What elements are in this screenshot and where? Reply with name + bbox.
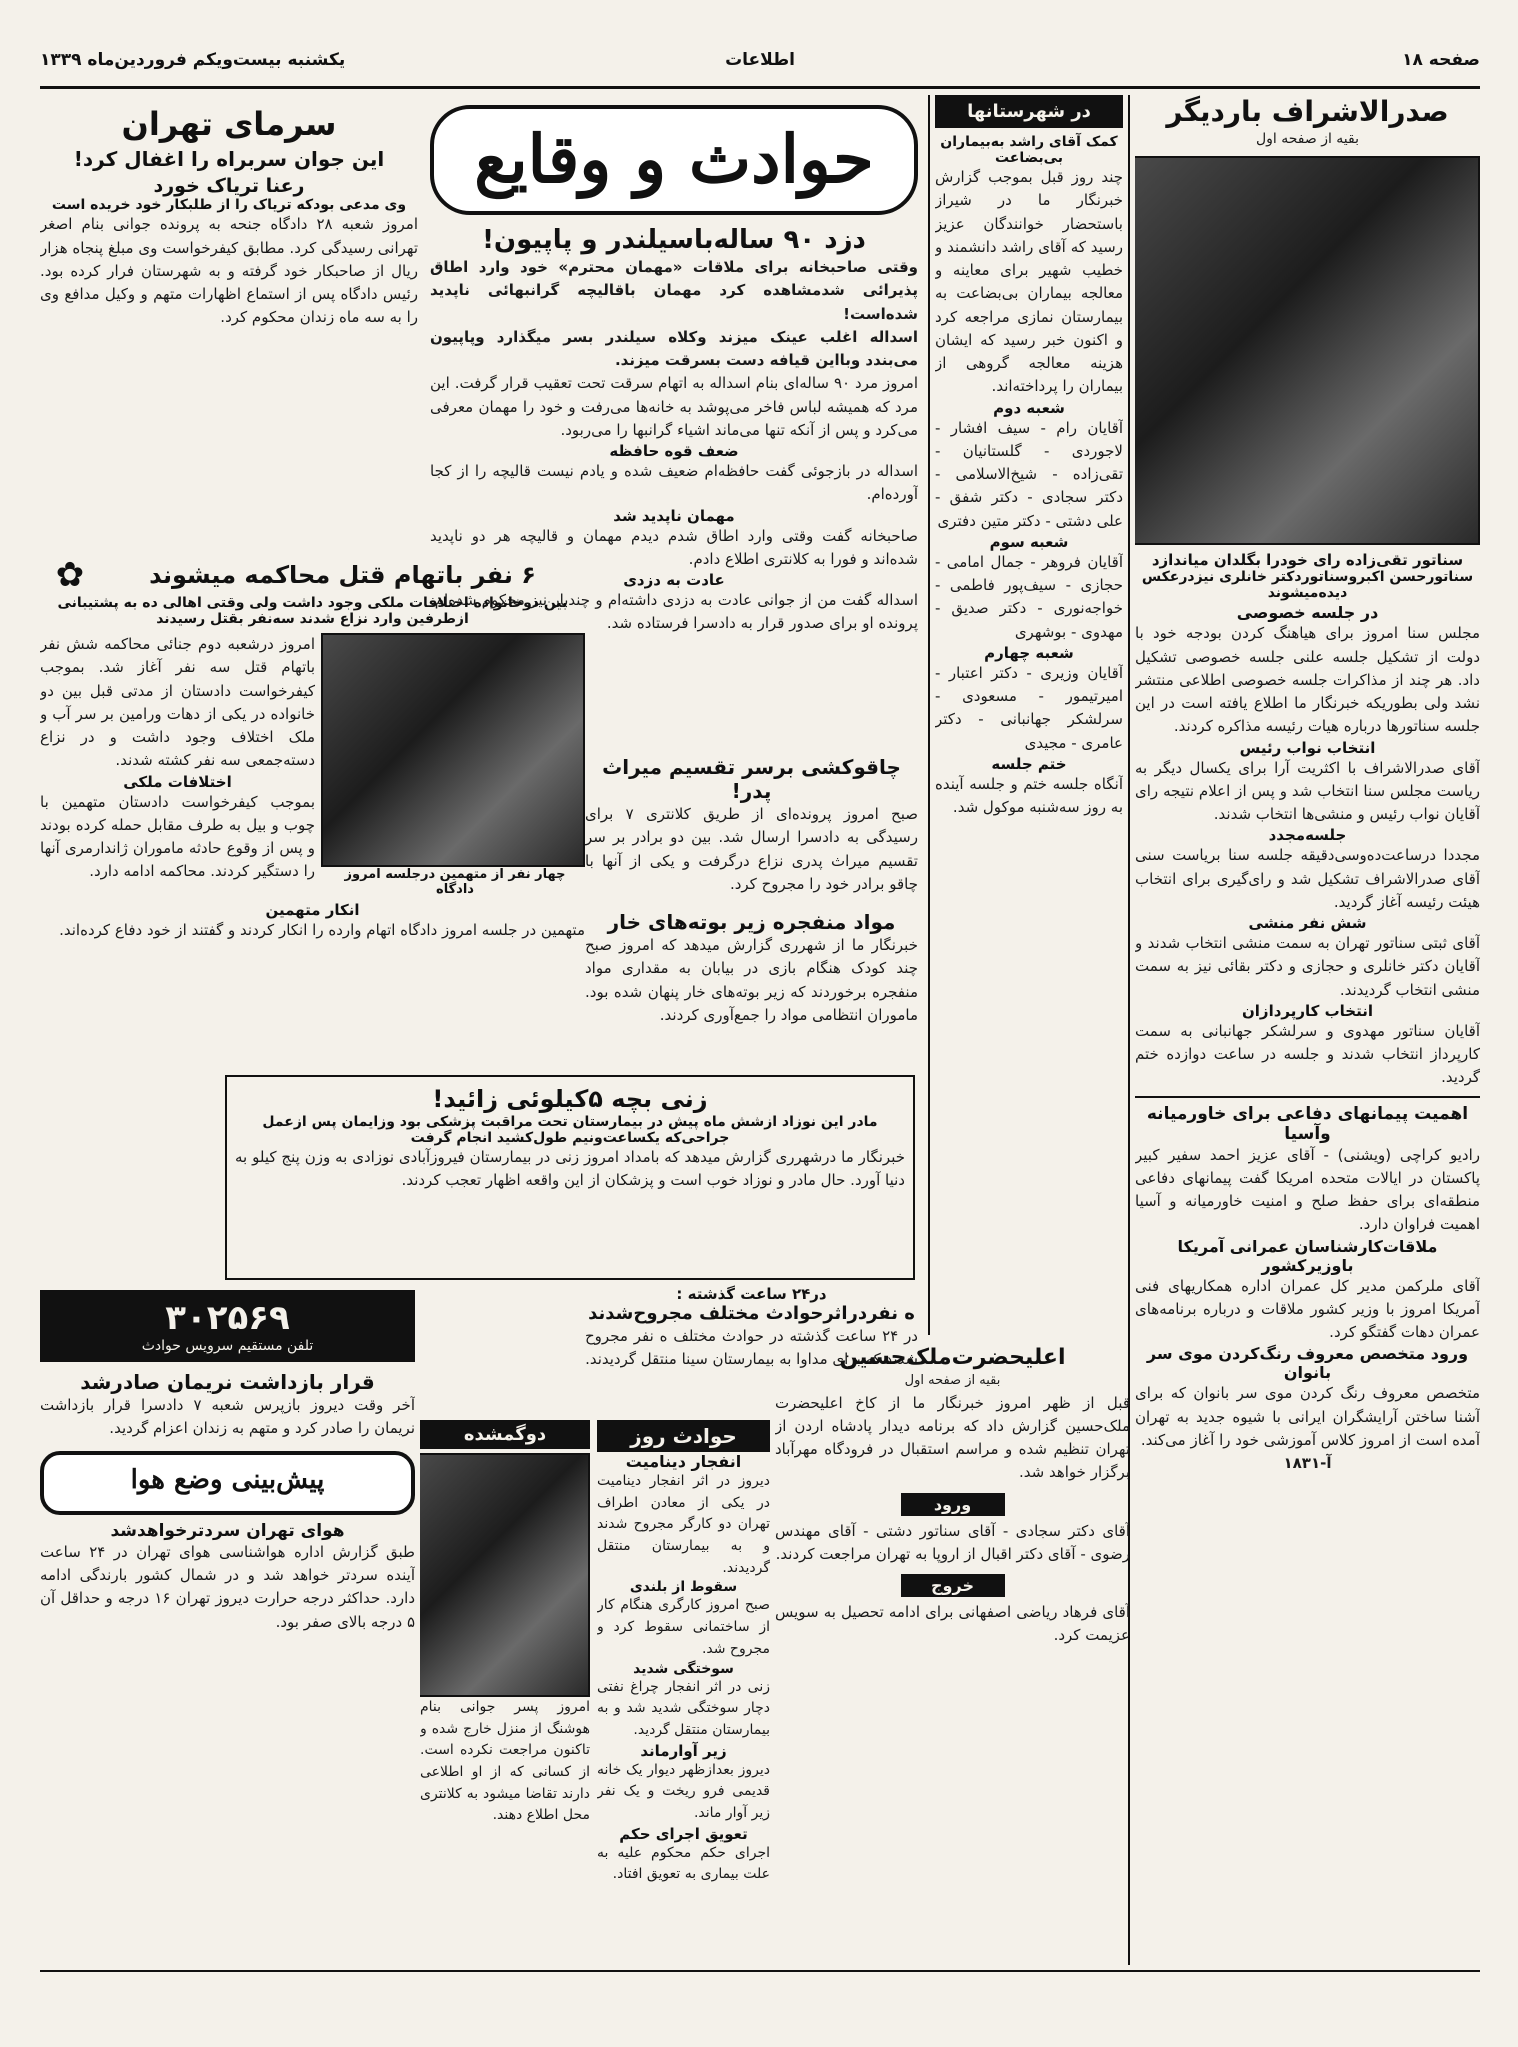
missing-person [420, 1420, 590, 1965]
weather-headline: هوای تهران سردترخواهدشد [110, 1520, 345, 1541]
provinces-story-body: چند روز قبل بموجب گزارش خبرنگار ما در شیراز باستحضار خوانندگان عزیز رسید که آقای راشد دانشمند و خطیب شهیر برای معاینه و معالجه بیماران بی‌بضاعت به بیمارستان نمازی مراجعه کرد و اکنون خبر رسید که ایشان هزینه معالجه گروهی از بیماران را پرداخته‌اند. [935, 168, 1123, 396]
senate-body-4: آقای ثبتی سناتور تهران به سمت منشی انتخاب شدند و آقایان دکتر خانلری و حجازی و دکتر بقائی نیز به سمت منشی انتخاب گردیدند. [1135, 934, 1480, 999]
col-rule-2 [928, 95, 930, 1335]
arrivals-title: ورود [901, 1493, 1005, 1516]
tehran-cold-title: سرمای تهران [121, 105, 337, 143]
murder-trial-photo-caption: چهار نفر از متهمین درجلسه امروز دادگاه [344, 867, 566, 897]
king-hussein-story [775, 1345, 1130, 1965]
branch-2-title: شعبه دوم [993, 398, 1065, 417]
hair-specialist-body: متخصص معروف رنگ کردن موی سر بانوان که برای آشنا ساختن آرایشگران ایرانی با شیوه جدید به تهران آمده است از امروز کلاس آموزشی خود را آغاز می‌کند. [1135, 1384, 1480, 1449]
hotline-label: تلفن مستقیم سرویس حوادث [141, 1338, 314, 1354]
daily-events [597, 1420, 770, 1965]
nariman-body: آخر وقت دیروز بازپرس شعبه ۷ دادسرا قرار بازداشت نریمان را صادر کرد و متهم به زندان اعزام گردید. [40, 1396, 415, 1438]
thief-sub-memory: ضعف قوه حافظه [609, 442, 739, 461]
thief-bullet-1: وقتی صاحبخانه برای ملاقات «مهمان محترم» خود وارد اطاق پذیرائی شدمشاهده کرد مهمان باقالیچه گرانبهائی ناپدید شده‌است! [430, 258, 918, 323]
senate-section-secretaries: شش نفر منشی [1248, 914, 1367, 933]
murder-trial-lead: بین دوخانواده اختلافات ملکی وجود داشت ولی وقتی اهالی ده به پشتیبانی ازطرفین وارد نزاع شدند سه‌نفر بقتل رسیدند [57, 595, 568, 627]
thief-bullet-2: اسداله اغلب عینک میزند وکلاه سیلندر بسر میگذارد وپاپیون می‌بندد وبااین قیافه دست بسرقت میزند. [430, 327, 918, 370]
missing-caption: امروز پسر جوانی بنام هوشنگ از منزل خارج شده و تاکنون مراجعت نکرده است. از کسانی که از او اطلاعی دارند تقاضا میشود به کلانتری محل اطلاع دهند. [420, 1699, 590, 1824]
us-experts-headline: ملاقات‌کارشناسان عمرانی آمریکا باوزیرکشور [1177, 1236, 1438, 1275]
murder-trial-body-2: بموجب کیفرخواست دادستان متهمین با چوب و بیل به طرف مقابل حمله کرده بودند و پس از وقوع حادثه ماموران ژاندارمری آنها را دستگیر کردند. محاکمه ادامه دارد. [40, 792, 315, 881]
events-banner: حوادث روز [597, 1420, 770, 1452]
opium-lead: وی مدعی بودکه تریاک را از طلبکار خود خریده است [51, 197, 407, 214]
senate-column [1135, 95, 1480, 1965]
murder-trial-photo [321, 633, 585, 867]
dynamite-headline: انفجار دینامیت [625, 1452, 742, 1471]
inheritance-headline: چاقوکشی برسر تقسیم میراث پدر! [602, 755, 901, 803]
inheritance-body: صبح امروز پرونده‌ای از طریق کلانتری ۷ برای رسیدگی به دادسرا ارسال شد. بین دو برادر بر سر تقسیم میراث پدری نزاع درگرفت و یکی از آنها با چاقو برادر خود را مجروح کرد. [585, 805, 918, 893]
tehran-cold-story [40, 105, 418, 550]
senate-body-1: مجلس سنا امروز برای هیاهنگ کردن بودجه خود با دولت از تشکیل جلسه علنی جلسه خصوصی تشکیل داد. هر چند از مذاکرات جلسه خصوصی اطلاعی منتشر نشد ولی بطوریکه خبرنگار ما اطلاع یافته است در این جلسه سناتورها درباره هیات رئیسه مذاکره کردند. [1135, 624, 1480, 736]
thief-body-2: اسداله در بازجوئی گفت حافظه‌ام ضعیف شده و یادم نیست قالیچه را از کجا آورده‌ام. [430, 462, 918, 504]
injured-body: در ۲۴ ساعت گذشته در حوادث مختلف ه نفر مجروح شدند که برای مداوا به بیمارستان سینا منتقل گردیدند. [585, 1326, 918, 1368]
arrivals-body: آقای دکتر سجادی - آقای سناتور دشتی - آقای مهندس رضوی - آقای دکتر اقبال از اروپا به تهران مراجعت کردند. [775, 1521, 1130, 1563]
murder-trial-sub-denial: انکار متهمین [265, 901, 360, 919]
murder-trial-sub-property: اختلافات ملکی [123, 772, 232, 791]
inheritance-story [585, 755, 918, 905]
bottom-rule [40, 1970, 1480, 1972]
hotline-box [40, 1290, 415, 1362]
provinces-column [935, 95, 1123, 1335]
branch-4-body: آقایان وزیری - دکتر اعتبار - امیرتیمور - مسعودی - سرلشکر جهانبانی - دکتر عامری - مجیدی [935, 663, 1123, 752]
lower-left-column [40, 1290, 415, 1965]
senate-body-5: آقایان سناتور مهدوی و سرلشکر جهانبانی به سمت کارپرداز انتخاب شدند و جلسه در ساعت دوازده ختم گردید. [1135, 1021, 1480, 1087]
senate-divider [1135, 1096, 1480, 1098]
dynamite-body: دیروز در اثر انفجار دینامیت در یکی از معادن اطراف تهران دو کارگر مجروح شدند و به بیمارستان منتقل گردیدند. [597, 1473, 770, 1576]
senate-photo [1135, 156, 1480, 545]
page-number: صفحه ۱۸ [1402, 50, 1480, 70]
king-hussein-subtitle: بقیه از صفحه اول [904, 1373, 1001, 1389]
murder-trial-story [40, 555, 585, 1065]
explosives-story [585, 910, 918, 1065]
provinces-title: در شهرستانها [935, 95, 1123, 128]
senate-photo-caption-1: سناتور تقی‌زاده رای خودرا بگلدان میاندازد [1151, 551, 1464, 570]
missing-photo [420, 1453, 590, 1697]
king-hussein-headline: اعلیحضرت‌ملک‌حسین [839, 1345, 1066, 1370]
sentence-delay-headline: تعویق اجرای حکم [619, 1824, 748, 1843]
senate-body-3: مجددا درساعت‌ده‌وسی‌دقیقه جلسه سنا بریاست سنی آقای صدرالاشراف تشکیل شد و رای‌گیری برای انتخاب هیئت رئیسه آغاز گردید. [1135, 846, 1480, 911]
senate-title: صدرالاشراف باردیگر [1166, 95, 1449, 128]
fall-sub: سقوط از بلندی [629, 1579, 738, 1596]
senate-section-stewards: انتخاب کارپردازان [1241, 1001, 1373, 1020]
hair-specialist-headline: ورود متخصص معروف رنگ‌کردن موی سر بانوان [1146, 1344, 1469, 1383]
masthead-rule [40, 86, 1480, 89]
burn-body: زنی در اثر انفجار چراغ نفتی دچار سوختگی شدید شد و به بیمارستان منتقل گردید. [597, 1678, 770, 1738]
footer-code: آ-۱۸۳۱ [1283, 1454, 1332, 1473]
nariman-headline: قرار بازداشت نریمان صادرشد [80, 1370, 375, 1394]
senate-section-deputies: انتخاب نواب رئیس [1239, 738, 1376, 757]
senate-section-reconvene: جلسه‌مجدد [1268, 826, 1347, 845]
explosives-headline: مواد منفجره زیر بوته‌های خار [607, 910, 896, 934]
branch-2-body: آقایان رام - سیف افشار - لاجوردی - گلستانیان - تقی‌زاده - شیخ‌الاسلامی - دکتر سجادی - دکتر شفق - علی دشتی - دکتر متین دفتری [935, 418, 1123, 530]
thief-body-4: اسداله گفت من از جوانی عادت به دزدی داشته‌ام و چندبار نیز محکوم شده‌ام. پرونده او برای صدور قرار به دادسرا فرستاده شد. [430, 591, 918, 633]
weather-body: طبق گزارش اداره هواشناسی هوای تهران در ۲۴ ساعت آینده سردتر خواهد شد و در شمال کشور بارندگی ادامه دارد. حداکثر درجه حرارت دیروز تهران ۱۶ درجه و حداقل آن ۵ درجه بالای صفر بود. [40, 1542, 415, 1631]
hotline-number: ۳۰۲۵۶۹ [165, 1298, 290, 1338]
senate-subtitle: بقیه از صفحه اول [1255, 130, 1360, 147]
injured-headline: ه نفردراثرحوادث مختلف مجروح‌شدند [588, 1303, 915, 1324]
session-end-body: آنگاه جلسه ختم و جلسه آینده به روز سه‌شنبه موکول شد. [935, 774, 1123, 816]
defense-pacts-headline: اهمیت پیمانهای دفاعی برای خاورمیانه وآسیا [1146, 1103, 1469, 1144]
baby-story [225, 1075, 915, 1280]
tehran-cold-body: امروز شعبه ۲۸ دادگاه جنحه به پرونده جوانی بنام اصغر تهرانی رسیدگی کرد. مطابق کیفرخواست وی مبلغ پنجاه هزار ریال از صاحبکار خود گرفته و به شهرستان فرار کرده بود. رئیس دادگاه پس از استماع اظهارات متهم و وکیل مدافع وی را به سه ماه زندان محکوم کرد. [40, 215, 418, 327]
masthead [40, 40, 1480, 84]
senate-body-2: آقای صدرالاشراف با اکثریت آرا برای یکسال دیگر به ریاست مجلس سنا انتخاب شد و پس از اعلام نتیجه رای آقایان نواب رئیس و منشی‌ها انتخاب شدند. [1135, 758, 1480, 824]
thief-body-1: امروز مرد ۹۰ ساله‌ای بنام اسداله به اتهام سرقت تحت تعقیب قرار گرفت. این مرد که همیشه لباس فاخر می‌پوشد به خانه‌ها می‌رفت و خود را مهمان معرفی می‌کرد و پس از آنکه تنها می‌ماند اشیاء گرانبها را می‌ربود. [430, 374, 918, 439]
baby-headline: زنی بچه ۵کیلوئی زائید! [432, 1085, 708, 1113]
thief-body-3: صاحبخانه گفت وقتی وارد اطاق شدم دیدم مهمان و قالیچه هر دو ناپدید شده‌اند و فورا به کلانتری اطلاع دادم. [430, 526, 918, 568]
branch-3-body: آقایان فروهر - جمال امامی - حجازی - سیف‌پور فاطمی - خواجه‌نوری - دکتر صدیق - مهدوی - بوشهری [935, 552, 1123, 641]
incidents-banner: حوادث و وقایع [430, 105, 918, 215]
senate-photo-caption-2: سناتورحسن اکبروسناتوردکتر خانلری نیزدرعکس دیده‌میشوند [1141, 569, 1474, 602]
us-experts-body: آقای ملرکمن مدیر کل عمران اداره همکاریهای فنی آمریکا امروز با وزیر کشور ملاقات و درباره برنامه‌های عمران دهات گفتگو کرد. [1135, 1276, 1480, 1342]
explosives-body: خبرنگار ما از شهرری گزارش میدهد که امروز صبح چند کودک هنگام بازی در بیابان به مقداری مواد منفجره برخوردند که زیر بوته‌های خار پنهان شده بود. ماموران انتظامی مواد را جمع‌آوری کردند. [585, 936, 918, 1024]
paper-name: اطلاعات [725, 50, 795, 70]
senate-section-private: در جلسه خصوصی [1236, 603, 1379, 623]
tehran-cold-headline: این جوان سربراه را اغفال کرد! [73, 147, 385, 172]
murder-trial-headline: ۶ نفر باتهام قتل محاکمه میشوند [149, 560, 536, 589]
injured-sub: در۲۴ ساعت گذشته : [676, 1285, 827, 1303]
murder-trial-body-1: امروز درشعبه دوم جنائی محاکمه شش نفر باتهام قتل سه نفر آغاز شد. بموجب کیفرخواست دادستان از مدتی قبل بین دو خانواده در یکی از دهات ورامین بر سر آب و ملک اختلاف وجود داشت و در نزاع دسته‌جمعی سه نفر کشته شدند. [40, 635, 315, 770]
branch-3-title: شعبه سوم [989, 532, 1069, 551]
departures-body: آقای فرهاد ریاضی اصفهانی برای ادامه تحصیل به سویس عزیمت کرد. [775, 1603, 1130, 1645]
king-hussein-body: قبل از ظهر امروز خبرنگار ما از کاخ اعلیحضرت ملک‌حسین گزارش داد که برنامه دیدار پادشاه اردن از تهران تنظیم شده و مراسم استقبال در فرودگاه مهرآباد برگزار خواهد شد. [775, 1393, 1130, 1482]
flower-ornament-icon: ✿ [55, 555, 85, 595]
rubble-headline: زیر آوارماند [640, 1741, 727, 1760]
thief-headline: دزد ۹۰ ساله‌باسیلندر و پاپیون! [482, 225, 866, 255]
provinces-story-title: کمک آقای راشد به‌بیماران بی‌بضاعت [940, 134, 1118, 166]
thief-sub-vanished: مهمان ناپدید شد [613, 506, 735, 525]
weather-banner: پیش‌بینی وضع هوا [40, 1451, 415, 1515]
sentence-delay-body: اجرای حکم محکوم علیه به علت بیماری به تعویق افتاد. [597, 1844, 770, 1883]
fall-body: صبح امروز کارگری هنگام کار از ساختمانی سقوط کرد و مجروح شد. [597, 1597, 770, 1657]
baby-lead: مادر این نوزاد ازشش ماه پیش در بیمارستان تحت مراقبت پزشکی بود وزایمان پس ازعمل جراحی‌که یکساعت‌ونیم طول‌کشید انجام گرفت [262, 1113, 878, 1146]
session-end-title: ختم جلسه [991, 754, 1067, 773]
defense-pacts-body: رادیو کراچی (ویشنی) - آقای عزیز احمد سفیر کبیر پاکستان در ایالات متحده امریکا گفت پیمانهای دفاعی منطقه‌ای برای حفظ صلح و امنیت خاورمیانه و آسیا اهمیت فراوان دارد. [1135, 1145, 1480, 1234]
murder-trial-body-3: متهمین در جلسه امروز دادگاه اتهام وارده را انکار کردند و گفتند از خود دفاع کرده‌اند. [59, 921, 585, 939]
rubble-body: دیروز بعدازظهر دیوار یک خانه قدیمی فرو ریخت و یک نفر زیر آوار ماند. [597, 1761, 770, 1821]
thief-sub-habit: عادت به دزدی [623, 571, 725, 590]
issue-date: یکشنبه بیست‌ویکم فروردین‌ماه ۱۳۳۹ [40, 50, 346, 70]
opium-subheadline: رعنا تریاک خورد [153, 175, 305, 198]
burn-sub: سوختگی شدید [633, 1660, 734, 1677]
branch-4-title: شعبه چهارم [984, 643, 1074, 662]
missing-title: دوگمشده [420, 1420, 590, 1449]
departures-title: خروج [901, 1574, 1005, 1597]
baby-body: خبرنگار ما درشهرری گزارش میدهد که بامداد امروز زنی در بیمارستان فیروزآبادی نوزادی به وزن پنج کیلو به دنیا آورد. حال مادر و نوزاد خوب است و پزشکان از این واقعه اظهار تعجب کردند. [235, 1147, 905, 1190]
